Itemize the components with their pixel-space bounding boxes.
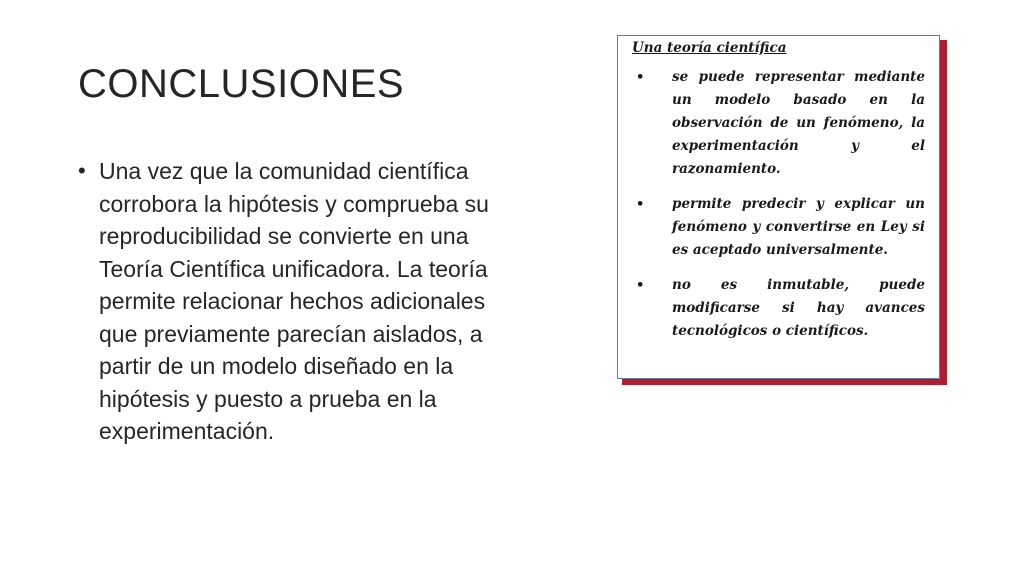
bullet-list <box>78 155 508 448</box>
panel-item-text: se puede representar mediante un modelo basado en la observación de un fenómeno, la experimentación y el razonamiento. <box>672 69 925 177</box>
panel-heading: Una teoría científica <box>632 40 787 56</box>
bullet-icon: • <box>636 70 645 85</box>
theory-image-panel <box>617 35 944 383</box>
bullet-icon: • <box>78 158 86 183</box>
bullet-text: Una vez que la comunidad científica corrobora la hipótesis y comprueba su reproducibilidad se convierte en una Teoría Científica unificadora. La teoría permite relacionar hechos adicionales que previamente parecían aislados, a partir de un modelo diseñado en la hipótesis y puesto a prueba en la experimentación. <box>99 158 489 444</box>
panel-list-item <box>632 274 925 343</box>
panel-item-text: no es inmutable, puede modificarse si hay avances tecnológicos o científicos. <box>672 277 925 339</box>
panel-list-item <box>632 193 925 262</box>
panel-list-item <box>632 66 925 181</box>
panel-box <box>617 35 940 379</box>
bullet-item <box>78 155 508 448</box>
panel-list <box>632 66 925 343</box>
bullet-icon: • <box>636 278 645 293</box>
panel-item-text: permite predecir y explicar un fenómeno y convertirse en Ley si es aceptado universalmente. <box>672 196 925 258</box>
slide-title: CONCLUSIONES <box>78 62 405 106</box>
bullet-icon: • <box>636 197 645 212</box>
